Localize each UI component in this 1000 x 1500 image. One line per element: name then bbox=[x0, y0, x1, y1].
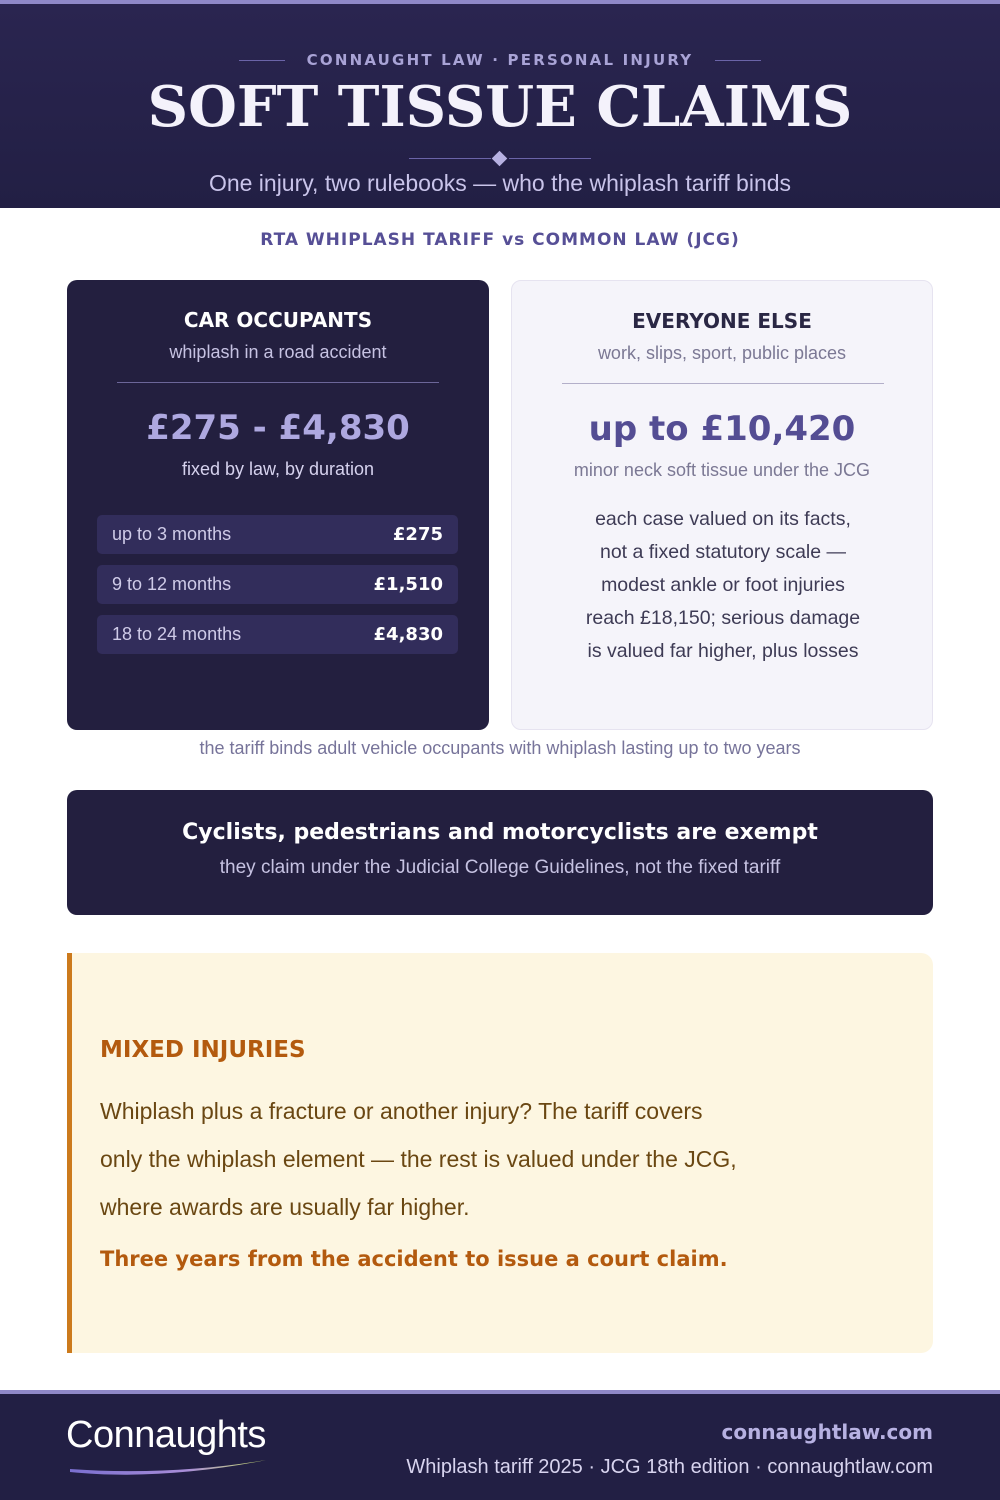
tariff-duration: up to 3 months bbox=[112, 524, 232, 544]
card-subtitle: work, slips, sport, public places bbox=[597, 343, 847, 363]
card-title: CAR OCCUPANTS bbox=[183, 308, 373, 332]
tariff-amount: £1,510 bbox=[373, 574, 443, 595]
kicker-rule-left bbox=[239, 60, 285, 61]
kicker-text: CONNAUGHT LAW · PERSONAL INJURY bbox=[306, 51, 694, 69]
tariff-duration: 9 to 12 months bbox=[112, 574, 232, 594]
card-subtitle: whiplash in a road accident bbox=[169, 342, 387, 362]
everyone-else-card bbox=[511, 280, 933, 730]
ornament-divider bbox=[409, 152, 591, 166]
section-label: RTA WHIPLASH TARIFF vs COMMON LAW (JCG) bbox=[260, 230, 740, 250]
jcg-note: minor neck soft tissue under the JCG bbox=[573, 460, 871, 480]
jcg-line: modest ankle or foot injuries bbox=[601, 574, 845, 596]
logo-wordmark: Connaughts bbox=[66, 1414, 266, 1456]
page-title: SOFT TISSUE CLAIMS bbox=[147, 74, 853, 140]
callout-line: Whiplash plus a fracture or another injury? The tariff covers bbox=[100, 1098, 703, 1124]
tariff-table bbox=[97, 515, 458, 665]
jcg-line: each case valued on its facts, bbox=[595, 508, 851, 530]
footer bbox=[0, 1390, 1000, 1500]
diamond-icon bbox=[492, 151, 508, 167]
divider-line-left bbox=[409, 158, 491, 159]
header-banner bbox=[0, 0, 1000, 208]
logo-swoosh-icon bbox=[68, 1456, 268, 1478]
callout-title: MIXED INJURIES bbox=[100, 1037, 306, 1063]
tariff-row bbox=[97, 515, 458, 554]
kicker-rule-right bbox=[715, 60, 761, 61]
tariff-range: £275 - £4,830 bbox=[146, 408, 410, 448]
tariff-row bbox=[97, 615, 458, 654]
limitation-notice: Three years from the accident to issue a court claim. bbox=[100, 1247, 728, 1271]
card-divider bbox=[562, 383, 884, 384]
jcg-amount: up to £10,420 bbox=[588, 409, 856, 449]
banner-title: Cyclists, pedestrians and motorcyclists are exempt bbox=[182, 820, 818, 845]
exempt-banner bbox=[67, 790, 933, 915]
kicker-row bbox=[0, 48, 1000, 72]
tariff-amount: £4,830 bbox=[373, 624, 443, 645]
divider-line-right bbox=[509, 158, 591, 159]
card-divider bbox=[117, 382, 439, 383]
callout-line: where awards are usually far higher. bbox=[100, 1194, 470, 1220]
jcg-description bbox=[552, 503, 894, 668]
tariff-amount: £275 bbox=[392, 524, 443, 545]
connaughts-logo bbox=[66, 1414, 266, 1457]
tariff-duration: 18 to 24 months bbox=[112, 624, 242, 644]
banner-subtitle: they claim under the Judicial College Guidelines, not the fixed tariff bbox=[219, 857, 781, 878]
tariff-row bbox=[97, 565, 458, 604]
mixed-injuries-callout bbox=[67, 953, 933, 1353]
callout-body bbox=[100, 1087, 820, 1231]
page-subtitle: One injury, two rulebooks — who the whiplash tariff binds bbox=[208, 170, 792, 196]
jcg-line: is valued far higher, plus losses bbox=[587, 640, 859, 662]
footer-meta: Whiplash tariff 2025 · JCG 18th edition · connaughtlaw.com bbox=[406, 1456, 933, 1478]
tariff-note: fixed by law, by duration bbox=[181, 459, 375, 479]
jcg-line: reach £18,150; serious damage bbox=[585, 607, 861, 629]
card-title: EVERYONE ELSE bbox=[632, 309, 812, 333]
footer-website-link[interactable]: connaughtlaw.com bbox=[721, 1420, 933, 1444]
car-occupants-card bbox=[67, 280, 489, 730]
callout-line: only the whiplash element — the rest is valued under the JCG, bbox=[100, 1146, 737, 1172]
scope-note: the tariff binds adult vehicle occupants with whiplash lasting up to two years bbox=[199, 738, 801, 758]
jcg-line: not a fixed statutory scale — bbox=[599, 541, 847, 563]
